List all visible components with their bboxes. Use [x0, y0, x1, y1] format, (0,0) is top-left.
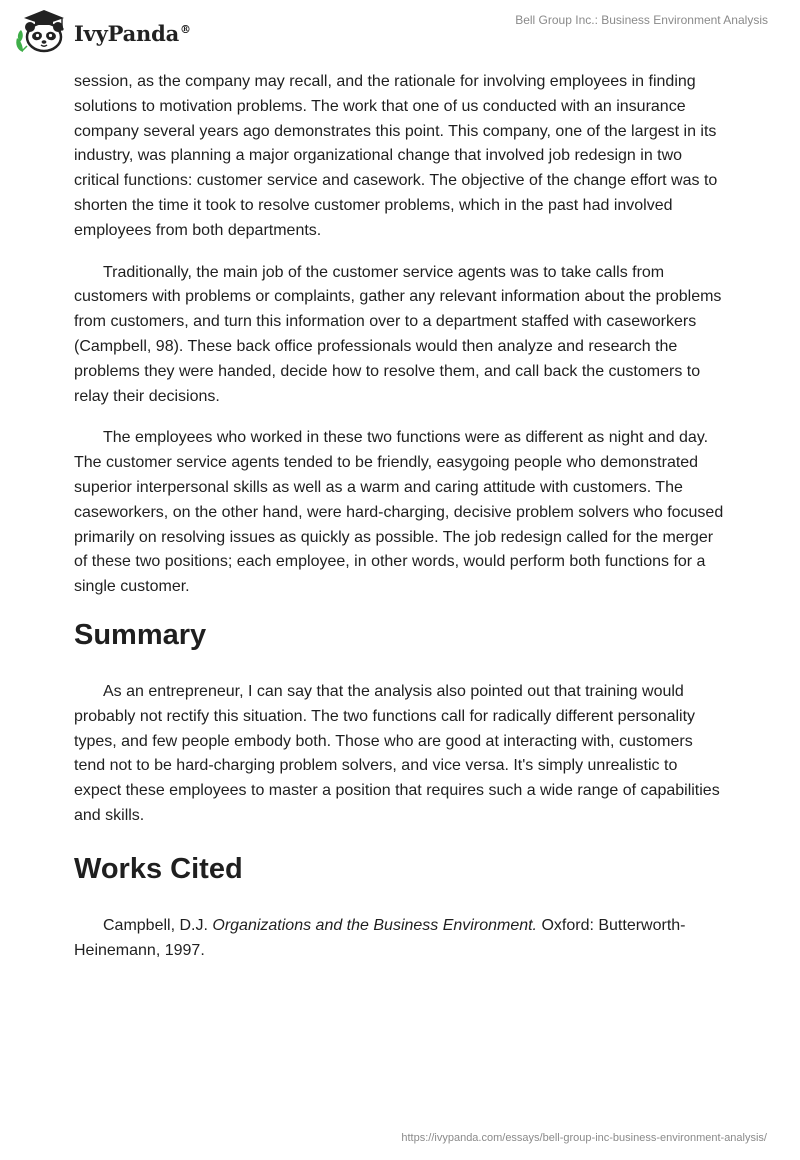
ivypanda-logo[interactable] [14, 8, 191, 56]
paragraph: Traditionally, the main job of the customer service agents was to take calls from customers with problems or complaints, gather any relevant information about the problems from customers, and turn this information over to a department staffed with caseworkers (Campbell, 98). These back office professionals would then analyze and research the problems they were handed, decide how to resolve them, and call back the customers to relay their decisions. [74, 263, 722, 405]
citation-publisher: Oxford: Butterworth-Heinemann, 1997. [74, 916, 686, 959]
citation-entry [74, 914, 726, 964]
paragraph: The employees who worked in these two functions were as different as night and day. The customer service agents tended to be friendly, easygoing people who demonstrated superior interpersonal skills as well as a warm and caring attitude with customers. The caseworkers, on the other hand, were hard-charging, decisive problem solvers who focused primarily on resolving issues as quickly as possible. The job redesign called for the merger of these two positions; each employee, in other words, would perform both functions for a single customer. [74, 429, 724, 596]
page-header [0, 0, 800, 64]
works-cited-heading: Works Cited [74, 852, 243, 885]
citation-title: Organizations and the Business Environment. [212, 916, 537, 934]
logo-registered-mark: ® [180, 22, 191, 36]
citation-author: Campbell, D.J. [103, 916, 213, 934]
summary-paragraph: As an entrepreneur, I can say that the analysis also pointed out that training would probably not rectify this situation. The two functions call for radically different personality types, and few people embody both. Those who are good at interacting with, customers tend not to be hard-charging problem solvers, and vice versa. It's simply unrealistic to expect these employees to master a position that requires such a wide range of capabilities and skills. [74, 682, 720, 824]
document-title: Bell Group Inc.: Business Environment Analysis [515, 13, 768, 27]
paragraph: session, as the company may recall, and the rationale for involving employees in finding solutions to motivation problems. The work that one of us conducted with an insurance company several years ago demonstrates this point. This company, one of the largest in its industry, was planning a major organizational change that involved job redesign in two critical functions: customer service and casework. The objective of the change effort was to shorten the time it took to resolve customer problems, which in the past had involved employees from both departments. [74, 73, 718, 239]
logo-text: IvyPanda [74, 20, 180, 46]
source-url[interactable]: https://ivypanda.com/essays/bell-group-inc-business-environment-analysis/ [401, 1132, 767, 1144]
panda-graduate-icon [14, 8, 70, 56]
essay-content [74, 70, 726, 963]
logo-wordmark [74, 21, 191, 46]
summary-heading: Summary [74, 618, 207, 651]
